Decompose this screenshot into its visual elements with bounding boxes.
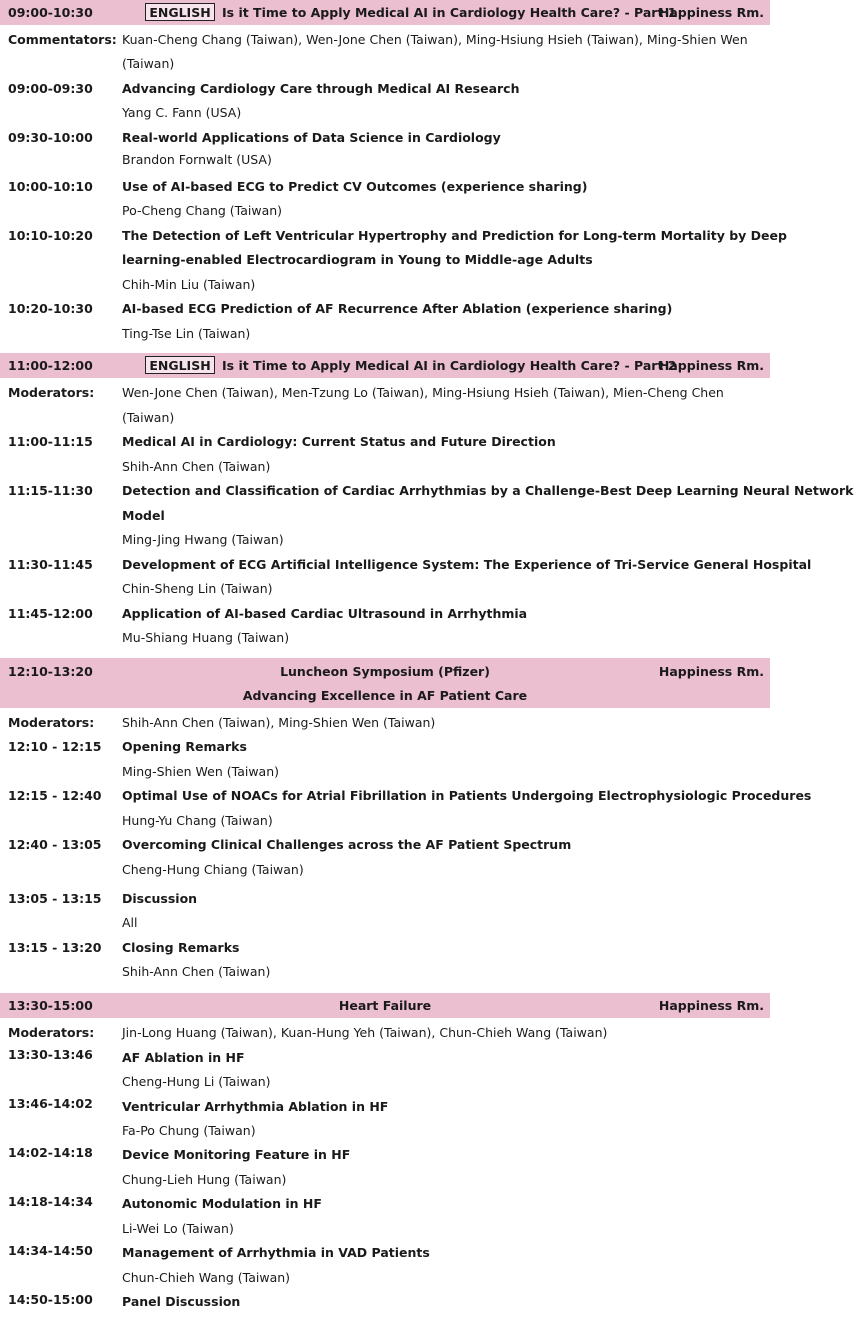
talk-title: Opening Remarks bbox=[122, 739, 247, 754]
session-3-subtitle: Advancing Excellence in AF Patient Care bbox=[242, 688, 528, 703]
talk-speaker: Shih-Ann Chen (Taiwan) bbox=[122, 964, 271, 979]
talk-time: 11:00-11:15 bbox=[8, 434, 93, 449]
session-1-chairs-line2: (Taiwan) bbox=[122, 56, 175, 71]
session-1-chairs-label: Commentators: bbox=[8, 32, 117, 47]
talk-speaker: Ming-Jing Hwang (Taiwan) bbox=[122, 532, 284, 547]
talk-title: Autonomic Modulation in HF bbox=[122, 1196, 322, 1211]
talk-speaker: Brandon Fornwalt (USA) bbox=[122, 152, 272, 167]
session-4-chairs-label: Moderators: bbox=[8, 1025, 95, 1040]
talk-speaker: Shih-Ann Chen (Taiwan) bbox=[122, 459, 271, 474]
talk-speaker: Chun-Chieh Wang (Taiwan) bbox=[122, 1270, 291, 1285]
talk-speaker: Li-Wei Lo (Taiwan) bbox=[122, 1221, 234, 1236]
talk-title: Discussion bbox=[122, 891, 198, 906]
session-3-time: 12:10-13:20 bbox=[8, 664, 93, 679]
session-3-chairs-label: Moderators: bbox=[8, 715, 95, 730]
talk-time: 14:50-15:00 bbox=[8, 1292, 93, 1307]
session-3-room: Happiness Rm. bbox=[658, 664, 764, 679]
session-2-chairs-label: Moderators: bbox=[8, 385, 95, 400]
talk-title: Development of ECG Artificial Intelligence System: The Experience of Tri-Service General Hospital bbox=[122, 557, 812, 572]
talk-time: 09:00-09:30 bbox=[8, 81, 93, 96]
talk-speaker: Hung-Yu Chang (Taiwan) bbox=[122, 813, 273, 828]
talk-speaker: Fa-Po Chung (Taiwan) bbox=[122, 1123, 256, 1138]
talk-title: Detection and Classification of Cardiac Arrhythmias by a Challenge-Best Deep Learning Neural Network bbox=[122, 483, 854, 498]
session-1-time: 09:00-10:30 bbox=[8, 5, 93, 20]
session-2-room: Happiness Rm. bbox=[658, 358, 764, 373]
session-2-chairs-line2: (Taiwan) bbox=[122, 410, 175, 425]
talk-speaker: Cheng-Hung Chiang (Taiwan) bbox=[122, 862, 304, 877]
talk-speaker: Chih-Min Liu (Taiwan) bbox=[122, 277, 256, 292]
talk-title: Use of AI-based ECG to Predict CV Outcomes (experience sharing) bbox=[122, 179, 588, 194]
talk-title: Closing Remarks bbox=[122, 940, 240, 955]
talk-time: 14:18-14:34 bbox=[8, 1194, 93, 1209]
talk-speaker: Ting-Tse Lin (Taiwan) bbox=[122, 326, 251, 341]
talk-title: Application of AI-based Cardiac Ultrasound in Arrhythmia bbox=[122, 606, 528, 621]
talk-time: 14:02-14:18 bbox=[8, 1145, 93, 1160]
session-4-title: Heart Failure bbox=[338, 998, 432, 1013]
talk-title-line2: learning-enabled Electrocardiogram in Young to Middle-age Adults bbox=[122, 252, 593, 267]
talk-time: 10:00-10:10 bbox=[8, 179, 93, 194]
talk-time: 10:10-10:20 bbox=[8, 228, 93, 243]
talk-time: 10:20-10:30 bbox=[8, 301, 93, 316]
session-2-chairs-line1: Wen-Jone Chen (Taiwan), Men-Tzung Lo (Taiwan), Ming-Hsiung Hsieh (Taiwan), Mien-Cheng Chen bbox=[122, 385, 724, 400]
talk-speaker: Po-Cheng Chang (Taiwan) bbox=[122, 203, 283, 218]
talk-title: AF Ablation in HF bbox=[122, 1050, 245, 1065]
talk-title: Medical AI in Cardiology: Current Status and Future Direction bbox=[122, 434, 556, 449]
talk-title: Panel Discussion bbox=[122, 1294, 241, 1309]
talk-time: 11:45-12:00 bbox=[8, 606, 93, 621]
talk-title: The Detection of Left Ventricular Hypertrophy and Prediction for Long-term Mortality by Deep bbox=[122, 228, 787, 243]
talk-speaker: Chung-Lieh Hung (Taiwan) bbox=[122, 1172, 287, 1187]
talk-title-line2: Model bbox=[122, 508, 165, 523]
session-3-title: Luncheon Symposium (Pfizer) bbox=[280, 664, 490, 679]
session-2-language-tag: ENGLISH bbox=[145, 356, 215, 374]
talk-time: 13:15 - 13:20 bbox=[8, 940, 102, 955]
session-1-room: Happiness Rm. bbox=[658, 5, 764, 20]
talk-time: 11:30-11:45 bbox=[8, 557, 93, 572]
talk-time: 13:46-14:02 bbox=[8, 1096, 93, 1111]
session-4-time: 13:30-15:00 bbox=[8, 998, 93, 1013]
session-2-time: 11:00-12:00 bbox=[8, 358, 93, 373]
session-3-chairs-line1: Shih-Ann Chen (Taiwan), Ming-Shien Wen (Taiwan) bbox=[122, 715, 436, 730]
talk-title: Management of Arrhythmia in VAD Patients bbox=[122, 1245, 430, 1260]
session-4-chairs-line1: Jin-Long Huang (Taiwan), Kuan-Hung Yeh (Taiwan), Chun-Chieh Wang (Taiwan) bbox=[122, 1025, 608, 1040]
talk-title: Device Monitoring Feature in HF bbox=[122, 1147, 351, 1162]
talk-title: AI-based ECG Prediction of AF Recurrence After Ablation (experience sharing) bbox=[122, 301, 673, 316]
talk-time: 12:40 - 13:05 bbox=[8, 837, 102, 852]
session-4-room: Happiness Rm. bbox=[658, 998, 764, 1013]
session-2-title: Is it Time to Apply Medical AI in Cardiology Health Care? - Part 2 bbox=[222, 358, 677, 373]
talk-title: Optimal Use of NOACs for Atrial Fibrillation in Patients Undergoing Electrophysiologic Procedures bbox=[122, 788, 812, 803]
session-1-title: Is it Time to Apply Medical AI in Cardiology Health Care? - Part 1 bbox=[222, 5, 677, 20]
talk-title: Advancing Cardiology Care through Medical AI Research bbox=[122, 81, 520, 96]
talk-time: 12:10 - 12:15 bbox=[8, 739, 102, 754]
talk-speaker: All bbox=[122, 915, 138, 930]
talk-title: Real-world Applications of Data Science in Cardiology bbox=[122, 130, 501, 145]
talk-time: 12:15 - 12:40 bbox=[8, 788, 102, 803]
talk-speaker: Yang C. Fann (USA) bbox=[122, 105, 242, 120]
talk-time: 13:30-13:46 bbox=[8, 1047, 93, 1062]
talk-title: Overcoming Clinical Challenges across the AF Patient Spectrum bbox=[122, 837, 572, 852]
talk-title: Ventricular Arrhythmia Ablation in HF bbox=[122, 1099, 389, 1114]
session-1-language-tag: ENGLISH bbox=[145, 3, 215, 21]
talk-speaker: Ming-Shien Wen (Taiwan) bbox=[122, 764, 280, 779]
talk-speaker: Cheng-Hung Li (Taiwan) bbox=[122, 1074, 271, 1089]
talk-speaker: Mu-Shiang Huang (Taiwan) bbox=[122, 630, 290, 645]
talk-time: 11:15-11:30 bbox=[8, 483, 93, 498]
talk-time: 13:05 - 13:15 bbox=[8, 891, 102, 906]
talk-time: 09:30-10:00 bbox=[8, 130, 93, 145]
talk-time: 14:34-14:50 bbox=[8, 1243, 93, 1258]
session-1-chairs-line1: Kuan-Cheng Chang (Taiwan), Wen-Jone Chen (Taiwan), Ming-Hsiung Hsieh (Taiwan), Ming-Shien Wen bbox=[122, 32, 748, 47]
talk-speaker: Chin-Sheng Lin (Taiwan) bbox=[122, 581, 273, 596]
